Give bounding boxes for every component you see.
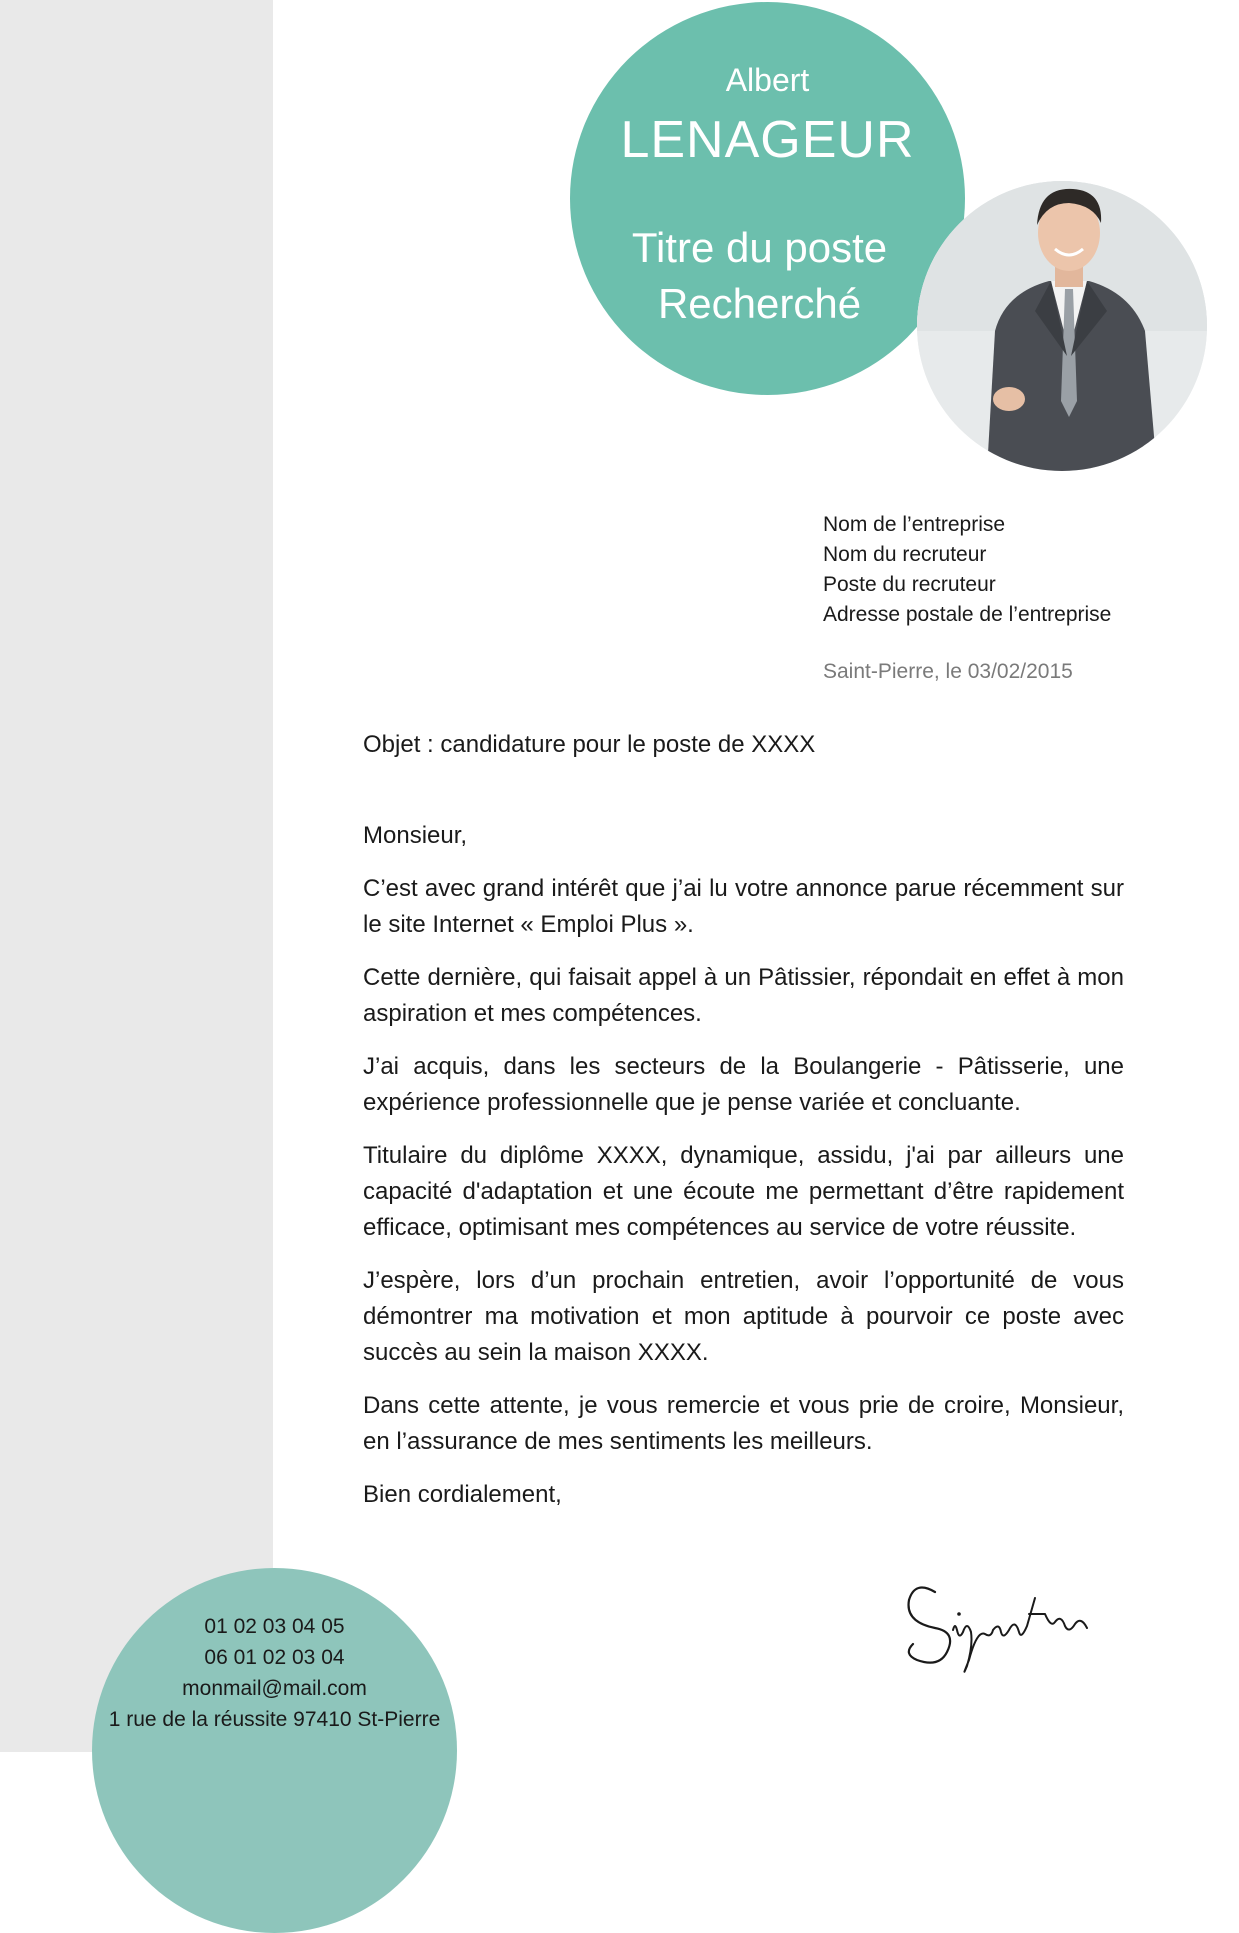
contact-email: monmail@mail.com <box>182 1677 367 1700</box>
contact-phone-1: 01 02 03 04 05 <box>204 1615 345 1638</box>
recipient-company-address: Adresse postale de l’entreprise <box>823 603 1112 626</box>
contact-block <box>92 1611 457 1735</box>
paragraph: Cette dernière, qui faisait appel à un Pâtissier, répondait en effet à mon aspiration et mes compétences. <box>363 964 1124 1027</box>
job-title-line-2: Recherché <box>657 280 862 327</box>
letter-body <box>363 818 1124 1530</box>
profile-photo <box>917 181 1207 471</box>
recipient-recruiter-position: Poste du recruteur <box>823 573 996 596</box>
handwritten-signature <box>895 1570 1095 1680</box>
letter-subject: Objet : candidature pour le poste de XXXX <box>363 731 816 758</box>
contact-phone-2: 06 01 02 03 04 <box>204 1646 345 1669</box>
paragraph: Dans cette attente, je vous remercie et vous prie de croire, Monsieur, en l’assurance de mes sentiments les meilleurs. <box>363 1392 1124 1455</box>
first-name: Albert <box>725 62 810 98</box>
last-name: LENAGEUR <box>620 111 915 169</box>
signature-icon <box>895 1570 1095 1680</box>
salutation: Monsieur, <box>363 822 468 849</box>
job-title <box>554 220 965 332</box>
paragraph: J’espère, lors d’un prochain entretien, avoir l’opportunité de vous démontrer ma motivation et mon aptitude à pourvoir ce poste avec succès au sein la maison XXXX. <box>363 1267 1124 1366</box>
closing: Bien cordialement, <box>363 1481 562 1508</box>
job-title-line-1: Titre du poste <box>631 224 888 271</box>
paragraph: C’est avec grand intérêt que j’ai lu votre annonce parue récemment sur le site Internet « Emploi Plus ». <box>363 875 1124 938</box>
paragraph: Titulaire du diplôme XXXX, dynamique, assidu, j'ai par ailleurs une capacité d'adaptation et une écoute me permettant d’être rapidement efficace, optimisant mes compétences au service de votre réussite. <box>363 1142 1124 1241</box>
portrait-photo-icon <box>917 181 1207 471</box>
date-line: Saint-Pierre, le 03/02/2015 <box>823 660 1073 683</box>
recipient-block <box>823 510 1111 630</box>
contact-address: 1 rue de la réussite 97410 St-Pierre <box>108 1708 441 1731</box>
recipient-recruiter-name: Nom du recruteur <box>823 543 987 566</box>
left-sidebar <box>0 0 273 1752</box>
recipient-company: Nom de l’entreprise <box>823 513 1006 536</box>
paragraph: J’ai acquis, dans les secteurs de la Boulangerie - Pâtisserie, une expérience professionnelle que je pense variée et concluante. <box>363 1053 1124 1116</box>
name-header-circle <box>570 2 965 395</box>
